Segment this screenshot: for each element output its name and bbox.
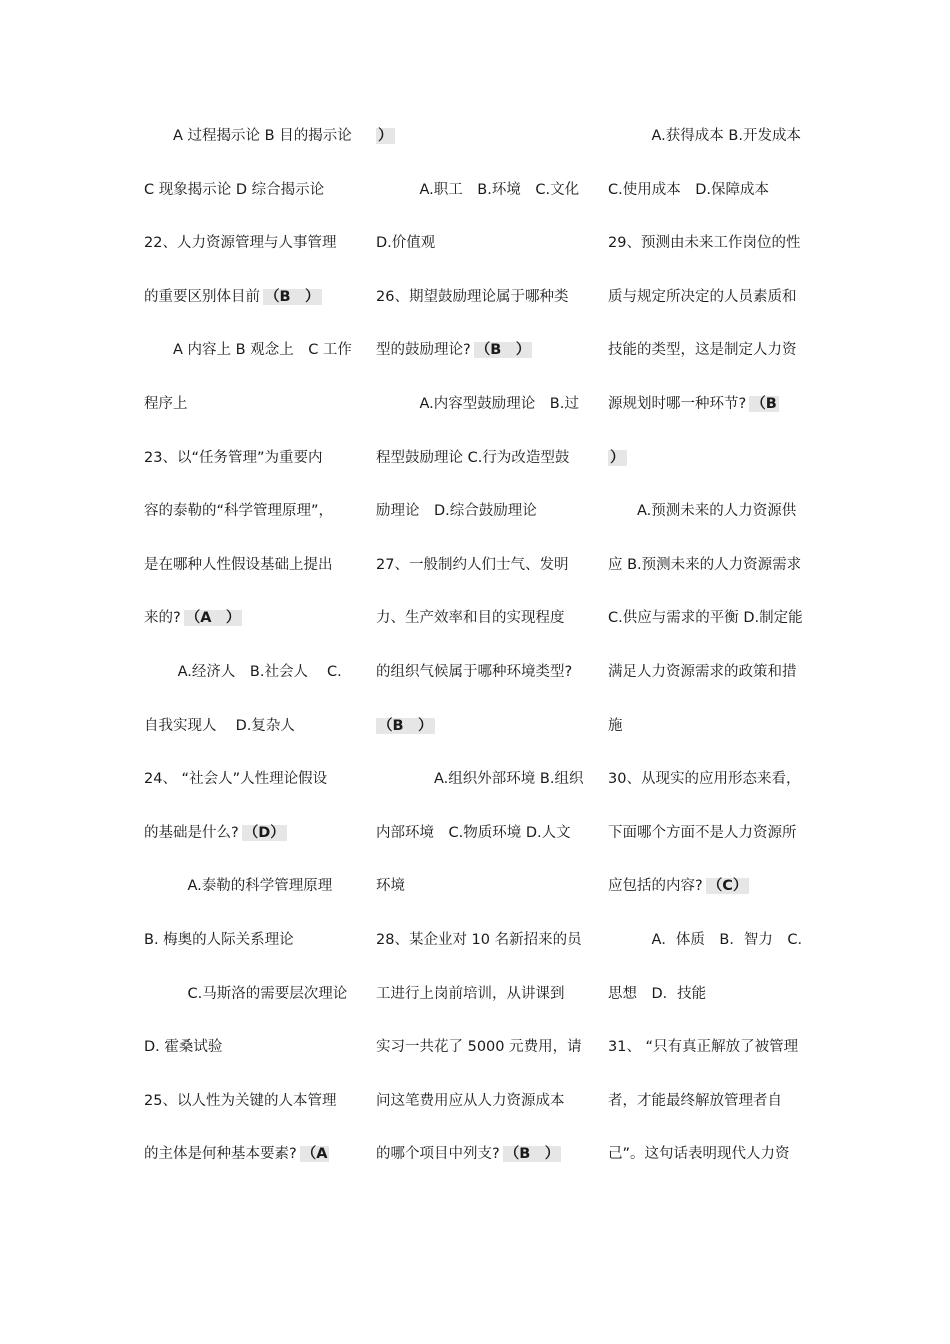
text-line [376,807,588,861]
line-text: 应 B.预测未来的人力资源需求 [608,556,802,573]
line-text: A．体质 B．智力 C． [608,931,812,948]
line-text: C.使用成本 D.保障成本 [608,181,770,198]
line-text: 的哪个项目中列支? [376,1146,500,1163]
line-text: 思想 D．技能 [608,985,707,1002]
text-line [608,700,820,754]
text-line [376,432,588,486]
answer-highlight: （C） [707,878,748,895]
text-line [376,110,588,164]
text-line [376,539,588,593]
text-line [376,485,588,539]
text-line [608,592,820,646]
text-line [144,860,356,914]
text-line [376,700,588,754]
text-line [376,164,588,218]
line-text: A.职工 B.环境 C.文化 [376,181,580,198]
column-3 [608,110,820,1182]
text-line [144,324,356,378]
text-line [376,217,588,271]
line-text: 容的泰勒的“科学管理原理”， [144,503,334,520]
text-line [608,646,820,700]
line-text: D.价值观 [376,235,436,252]
line-text: A.获得成本 B.开发成本 [608,128,801,144]
text-line [144,378,356,432]
text-line [608,324,820,378]
line-text: A.组织外部环境 B.组织 [376,771,584,788]
line-text: A.泰勒的科学管理原理 [144,878,333,895]
text-line [376,271,588,325]
line-text: 型的鼓励理论? [376,342,471,359]
text-line [608,1075,820,1129]
line-text: 28、某企业对 10 名新招来的员 [376,931,582,948]
text-line [144,271,356,325]
text-line [144,164,356,218]
text-line [144,968,356,1022]
text-line [608,217,820,271]
text-line [376,324,588,378]
text-line [608,1021,820,1075]
text-line [376,968,588,1022]
line-text: 的主体是何种基本要素? [144,1146,297,1163]
line-text: 来的? [144,610,181,627]
text-line [376,1128,588,1182]
text-line [376,914,588,968]
line-text: 的组织气候属于哪种环境类型? [376,663,573,680]
line-text: 程序上 [144,395,188,412]
text-line [376,753,588,807]
line-text: C 现象揭示论 D 综合揭示论 [144,181,325,198]
text-line [144,646,356,700]
line-text: 23、以“任务管理”为重要内 [144,449,323,466]
line-text: 励理论 D.综合鼓励理论 [376,503,537,520]
text-line [376,378,588,432]
answer-highlight: （B ） [265,288,320,305]
line-text: C.供应与需求的平衡 D.制定能 [608,610,803,627]
text-line [608,860,820,914]
answer-highlight: （B ） [504,1146,560,1163]
text-line [376,1021,588,1075]
text-line [144,592,356,646]
text-line [608,753,820,807]
answer-highlight: ） [610,449,625,466]
text-line [144,1075,356,1129]
answer-highlight: （B ） [378,717,433,734]
line-text: 满足人力资源需求的政策和措 [608,663,797,680]
text-line [144,700,356,754]
column-1 [144,110,356,1182]
line-text: A.经济人 B.社会人 C. [144,663,342,680]
line-text: B. 梅奥的人际关系理论 [144,931,294,948]
line-text: 施 [608,717,623,734]
line-text: 的重要区别体目前 [144,288,260,305]
line-text: 问这笔费用应从人力资源成本 [376,1092,565,1109]
text-line [144,1128,356,1182]
answer-highlight: （A ） [185,610,241,627]
line-text: A.预测未来的人力资源供 [608,503,797,520]
text-line [608,110,820,164]
line-text: A 内容上 B 观念上 C 工作 [144,342,352,359]
line-text: 工进行上岗前培训，从讲课到 [376,985,565,1002]
line-text: A.内容型鼓励理论 B.过 [376,395,579,412]
text-line [144,753,356,807]
line-text: 31、 “只有真正解放了被管理 [608,1039,799,1056]
answer-highlight: （B [751,395,777,412]
line-text: 30、从现实的应用形态来看， [608,771,801,788]
text-line [608,539,820,593]
text-line [144,1021,356,1075]
text-line [376,860,588,914]
text-line [608,271,820,325]
line-text: 者，才能最终解放管理者自 [608,1092,782,1109]
text-line [376,1075,588,1129]
text-line [608,807,820,861]
answer-highlight: （B ） [475,342,531,359]
text-line [376,592,588,646]
line-text: 应包括的内容? [608,878,703,895]
line-text: D. 霍桑试验 [144,1039,223,1056]
line-text: 是在哪种人性假设基础上提出 [144,556,333,573]
text-line [608,164,820,218]
line-text: 实习一共花了 5000 元费用，请 [376,1039,582,1056]
line-text: 24、 “社会人”人性理论假设 [144,771,328,788]
answer-highlight: （A [301,1146,328,1163]
text-line [144,807,356,861]
column-2 [376,110,588,1182]
line-text: 25、以人性为关键的人本管理 [144,1092,337,1109]
line-text: 源规划时哪一种环节? [608,395,747,412]
line-text: 自我实现人 D.复杂人 [144,717,295,734]
text-line [608,432,820,486]
line-text: 环境 [376,878,405,895]
text-line [144,432,356,486]
line-text: 27、一般制约人们士气、发明 [376,556,569,573]
text-line [608,378,820,432]
text-line [608,1128,820,1182]
text-line [144,110,356,164]
line-text: 程型鼓励理论 C.行为改造型鼓 [376,449,570,466]
line-text: 技能的类型，这是制定人力资 [608,342,797,359]
text-line [608,485,820,539]
text-line [376,646,588,700]
line-text: 己”。这句话表明现代人力资 [608,1146,790,1163]
text-line [144,485,356,539]
line-text: 的基础是什么? [144,824,239,841]
text-line [608,914,820,968]
line-text: 26、期望鼓励理论属于哪种类 [376,288,569,305]
text-line [144,217,356,271]
answer-highlight: （D） [243,824,285,841]
text-line [144,914,356,968]
line-text: A 过程揭示论 B 目的揭示论 [144,128,352,144]
line-text: 22、人力资源管理与人事管理 [144,235,337,252]
text-line [144,539,356,593]
line-text: C.马斯洛的需要层次理论 [144,985,348,1002]
line-text: 质与规定所决定的人员素质和 [608,288,797,305]
line-text: 29、预测由未来工作岗位的性 [608,235,801,252]
line-text: 下面哪个方面不是人力资源所 [608,824,797,841]
answer-highlight: ） [378,128,393,144]
line-text: 力、生产效率和目的实现程度 [376,610,565,627]
text-line [608,968,820,1022]
line-text: 内部环境 C.物质环境 D.人文 [376,824,571,841]
